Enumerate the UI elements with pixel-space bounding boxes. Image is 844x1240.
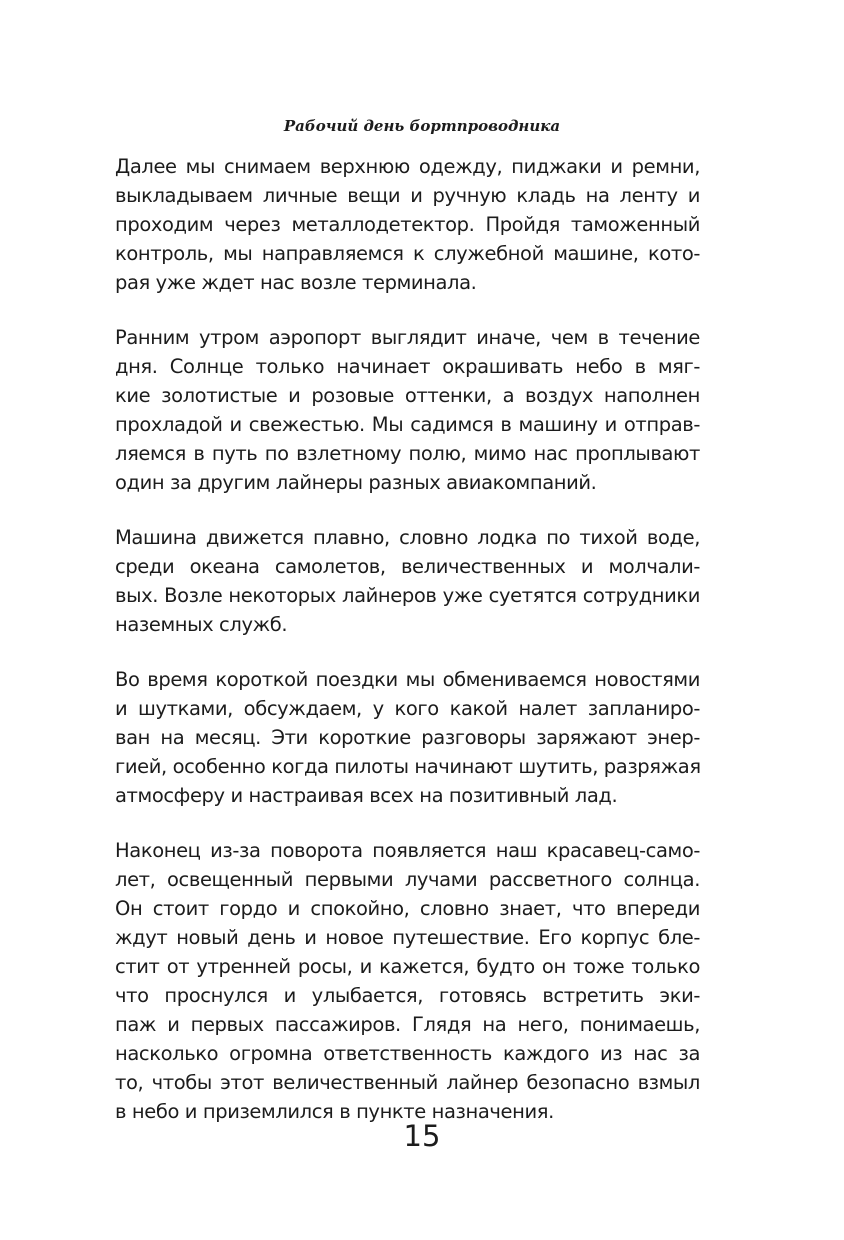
text-line: Машина движется плавно, словно лодка по тихой воде, xyxy=(115,526,700,549)
paragraph xyxy=(115,523,700,639)
body-text xyxy=(115,152,700,1152)
text-line: контроль, мы направляемся к служебной машине, кото- xyxy=(115,242,700,265)
text-line: атмосферу и настраивая всех на позитивный лад. xyxy=(115,784,618,807)
text-line: дня. Солнце только начинает окрашивать небо в мяг- xyxy=(115,355,700,378)
text-line: ждут новый день и новое путешествие. Его корпус бле- xyxy=(115,926,700,949)
text-line: прохладой и свежестью. Мы садимся в машину и отправ- xyxy=(115,413,700,436)
text-line: ван на месяц. Эти короткие разговоры заряжают энер- xyxy=(115,726,700,749)
text-line: Ранним утром аэропорт выглядит иначе, чем в течение xyxy=(115,326,700,349)
text-line: среди океана самолетов, величественных и молчали- xyxy=(115,555,700,578)
text-line: Во время короткой поездки мы обмениваемся новостями xyxy=(115,668,700,691)
text-line: рая уже ждет нас возле терминала. xyxy=(115,271,477,294)
text-line: вых. Возле некоторых лайнеров уже суетятся сотрудники xyxy=(115,584,700,607)
running-title: Рабочий день бортпроводника xyxy=(283,117,561,135)
text-line: проходим через металлодетектор. Пройдя таможенный xyxy=(115,213,700,236)
text-line: насколько огромна ответственность каждого из нас за xyxy=(115,1042,700,1065)
text-line: и шутками, обсуждаем, у кого какой налет запланиро- xyxy=(115,697,700,720)
text-line: гией, особенно когда пилоты начинают шутить, разряжая xyxy=(115,755,701,778)
paragraph xyxy=(115,323,700,497)
text-line: кие золотистые и розовые оттенки, а воздух наполнен xyxy=(115,384,700,407)
text-line: стит от утренней росы, и кажется, будто он тоже только xyxy=(115,955,700,978)
text-line: то, чтобы этот величественный лайнер безопасно взмыл xyxy=(115,1071,700,1094)
text-line: Далее мы снимаем верхнюю одежду, пиджаки и ремни, xyxy=(115,155,700,178)
text-line: Он стоит гордо и спокойно, словно знает, что впереди xyxy=(115,897,700,920)
text-line: выкладываем личные вещи и ручную кладь на ленту и xyxy=(115,184,700,207)
text-line: наземных служб. xyxy=(115,613,288,636)
text-line: ляемся в путь по взлетному полю, мимо нас проплывают xyxy=(115,442,700,465)
paragraph xyxy=(115,665,700,810)
paragraph xyxy=(115,836,700,1126)
text-line: что проснулся и улыбается, готовясь встретить эки- xyxy=(115,984,700,1007)
text-line: Наконец из-за поворота появляется наш красавец-само- xyxy=(115,839,700,862)
text-line: паж и первых пассажиров. Глядя на него, понимаешь, xyxy=(115,1013,700,1036)
paragraph xyxy=(115,152,700,297)
page-number: 15 xyxy=(403,1119,441,1153)
text-line: лет, освещенный первыми лучами рассветного солнца. xyxy=(115,868,700,891)
text-line: один за другим лайнеры разных авиакомпаний. xyxy=(115,471,597,494)
text-line: в небо и приземлился в пункте назначения. xyxy=(115,1100,554,1123)
